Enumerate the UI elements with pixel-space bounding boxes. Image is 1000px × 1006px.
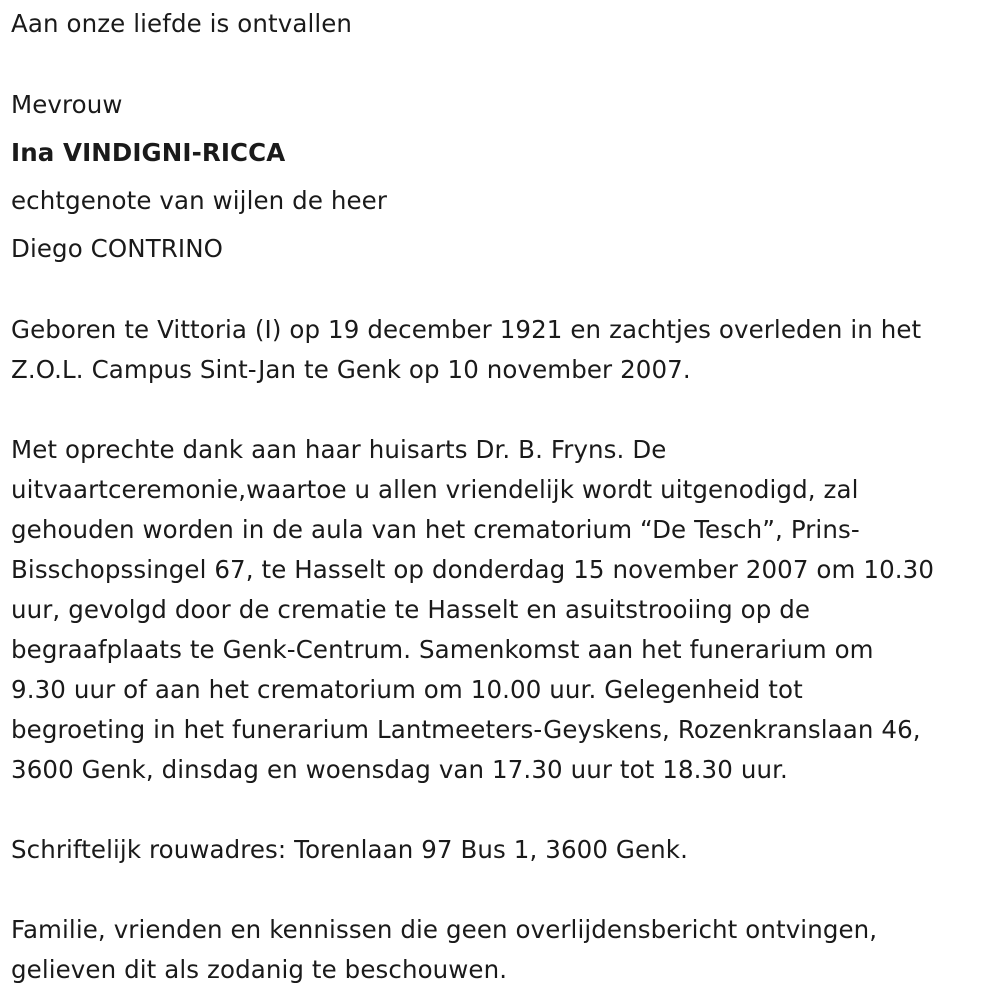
paragraph-line: Geboren te Vittoria (I) op 19 december 1921 en zachtjes overleden in het	[11, 315, 922, 344]
paragraph-line: Met oprechte dank aan haar huisarts Dr. B. Fryns. De	[11, 435, 667, 464]
paragraph-line: begroeting in het funerarium Lantmeeters-Geyskens, Rozenkranslaan 46,	[11, 715, 921, 744]
paragraph-line: uur, gevolgd door de crematie te Hasselt en asuitstrooiing op de	[11, 595, 811, 624]
paragraph-line: begraafplaats te Genk-Centrum. Samenkomst aan het funerarium om	[11, 635, 874, 664]
paragraph-line: Z.O.L. Campus Sint-Jan te Genk op 10 november 2007.	[11, 355, 691, 384]
paragraph-line: Bisschopssingel 67, te Hasselt op donderdag 15 november 2007 om 10.30	[11, 555, 935, 584]
paragraph-line: gelieven dit als zodanig te beschouwen.	[11, 955, 508, 984]
spouse-name: Diego CONTRINO	[11, 234, 224, 263]
relation-line: echtgenote van wijlen de heer	[11, 186, 388, 215]
closing-paragraph	[11, 910, 877, 990]
birth-death-paragraph	[11, 310, 921, 390]
paragraph-line: uitvaartceremonie,waartoe u allen vriendelijk wordt uitgenodigd, zal	[11, 475, 859, 504]
paragraph-line: 3600 Genk, dinsdag en woensdag van 17.30 uur tot 18.30 uur.	[11, 755, 788, 784]
title-prefix: Mevrouw	[11, 90, 123, 119]
intro-line: Aan onze liefde is ontvallen	[11, 9, 353, 38]
mourning-address: Schriftelijk rouwadres: Torenlaan 97 Bus 1, 3600 Genk.	[11, 835, 688, 864]
ceremony-paragraph	[11, 430, 934, 790]
paragraph-line: Familie, vrienden en kennissen die geen overlijdensbericht ontvingen,	[11, 915, 878, 944]
paragraph-line: gehouden worden in de aula van het crematorium “De Tesch”, Prins-	[11, 515, 860, 544]
deceased-name: Ina VINDIGNI-RICCA	[11, 138, 286, 167]
paragraph-line: 9.30 uur of aan het crematorium om 10.00 uur. Gelegenheid tot	[11, 675, 803, 704]
